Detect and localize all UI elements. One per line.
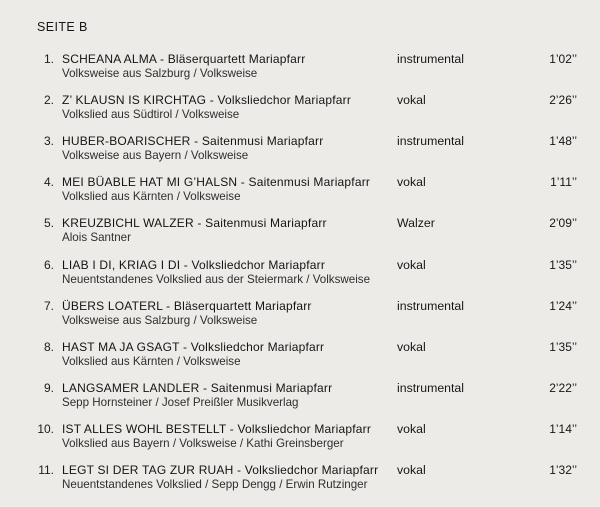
title-separator: - — [162, 298, 174, 313]
track-duration: 2’26’’ — [549, 93, 577, 108]
track-row — [0, 463, 600, 497]
track-performer: Bläserquartett Mariapfarr — [167, 52, 306, 66]
track-performer: Volksliedchor Mariapfarr — [190, 339, 325, 354]
track-duration: 2’09’’ — [549, 216, 577, 231]
track-number: 11. — [38, 463, 54, 477]
track-title-line — [62, 175, 370, 189]
title-separator: - — [180, 257, 192, 272]
track-title-line — [62, 258, 325, 272]
track-credits: Volksweise aus Salzburg / Volksweise — [62, 313, 258, 327]
track-title: MEI BÜABLE HAT MI G’HALSN — [62, 175, 238, 190]
track-credits: Sepp Hornsteiner / Josef Preißler Musikverlag — [62, 395, 299, 409]
track-performer: Volksliedchor Mariapfarr — [237, 421, 372, 436]
track-type: instrumental — [397, 134, 464, 149]
track-title-line — [62, 381, 332, 395]
track-duration: 1’35’’ — [549, 339, 577, 354]
track-row — [0, 299, 600, 333]
track-credits: Volksweise aus Salzburg / Volksweise — [62, 67, 258, 80]
title-separator: - — [199, 380, 211, 395]
track-row — [0, 175, 600, 209]
track-performer: Saitenmusi Mariapfarr — [205, 216, 327, 231]
track-duration: 1’02’’ — [549, 52, 577, 66]
track-title-line — [62, 216, 327, 230]
track-row — [0, 340, 600, 374]
track-title-line — [62, 299, 312, 313]
track-title-line — [62, 93, 351, 107]
track-title-line — [62, 463, 378, 477]
track-number: 4. — [43, 175, 54, 190]
track-credits: Neuentstandenes Volkslied aus der Steiermark / Volksweise — [62, 272, 371, 286]
track-number: 8. — [43, 339, 54, 354]
track-title: KREUZBICHL WALZER — [62, 216, 194, 231]
track-title: HAST MA JA GSAGT — [62, 339, 180, 354]
track-row — [0, 52, 600, 86]
track-credits: Neuentstandenes Volkslied / Sepp Dengg / Erwin Rutzinger — [62, 478, 368, 491]
title-separator: - — [156, 52, 168, 66]
track-row — [0, 216, 600, 250]
track-title: LIAB I DI, KRIAG I DI — [62, 257, 181, 272]
track-type: Walzer — [397, 216, 435, 231]
track-type: vokal — [397, 463, 426, 477]
track-title: Z’ KLAUSN IS KIRCHTAG — [62, 93, 207, 108]
track-credits: Volkslied aus Bayern / Volksweise / Kathi Greinsberger — [62, 436, 344, 450]
track-duration: 1’24’’ — [549, 298, 577, 313]
track-performer: Saitenmusi Mariapfarr — [210, 380, 333, 395]
track-type: vokal — [397, 339, 426, 354]
track-number: 6. — [43, 257, 54, 272]
title-separator: - — [226, 421, 238, 436]
track-row — [0, 422, 600, 456]
track-number: 10. — [37, 421, 54, 436]
title-separator: - — [237, 175, 249, 190]
track-title: LEGT SI DER TAG ZUR RUAH — [62, 463, 234, 477]
track-duration: 1’14’’ — [549, 421, 577, 436]
track-title: ÜBERS LOATERL — [62, 298, 163, 313]
track-type: vokal — [397, 175, 426, 190]
title-separator: - — [179, 339, 191, 354]
track-number: 2. — [43, 93, 54, 108]
track-duration: 1’48’’ — [549, 134, 577, 149]
track-title: LANGSAMER LANDLER — [62, 380, 200, 395]
track-type: vokal — [397, 93, 426, 108]
track-row — [0, 381, 600, 415]
track-type: instrumental — [397, 298, 464, 313]
track-duration: 1’11’’ — [550, 175, 577, 190]
track-performer: Volksliedchor Mariapfarr — [244, 463, 379, 477]
track-duration: 1’35’’ — [549, 257, 577, 272]
track-title: IST ALLES WOHL BESTELLT — [62, 421, 227, 436]
track-type: instrumental — [397, 52, 464, 66]
track-duration: 2’22’’ — [549, 380, 577, 395]
track-row — [0, 93, 600, 127]
track-row — [0, 134, 600, 168]
track-type: vokal — [397, 421, 426, 436]
track-performer: Saitenmusi Mariapfarr — [248, 175, 371, 190]
track-type: vokal — [397, 257, 426, 272]
track-performer: Volksliedchor Mariapfarr — [217, 93, 352, 108]
track-title-line — [62, 52, 305, 66]
title-separator: - — [193, 216, 206, 231]
track-credits: Volkslied aus Kärnten / Volksweise — [62, 354, 241, 368]
track-number: 7. — [43, 298, 54, 313]
title-separator: - — [206, 93, 218, 108]
track-title-line — [62, 422, 371, 436]
track-title-line — [62, 340, 324, 354]
track-number: 3. — [43, 134, 54, 149]
track-number: 9. — [43, 380, 54, 395]
title-separator: - — [233, 463, 245, 477]
track-row — [0, 258, 600, 292]
track-credits: Volkslied aus Kärnten / Volksweise — [62, 190, 241, 204]
track-title-line — [62, 134, 323, 148]
track-performer: Bläserquartett Mariapfarr — [173, 298, 312, 313]
track-performer: Volksliedchor Mariapfarr — [191, 257, 326, 272]
side-heading: SEITE B — [37, 20, 88, 34]
track-title: SCHEANA ALMA — [62, 52, 157, 66]
track-credits: Volkslied aus Südtirol / Volksweise — [62, 108, 240, 122]
track-number: 5. — [43, 216, 54, 231]
track-performer: Saitenmusi Mariapfarr — [201, 134, 324, 149]
track-title: HUBER-BOARISCHER — [62, 134, 191, 149]
track-credits: Alois Santner — [62, 231, 131, 245]
track-duration: 1’32’’ — [549, 463, 577, 477]
track-type: instrumental — [397, 380, 464, 395]
title-separator: - — [190, 134, 202, 149]
track-number: 1. — [43, 52, 54, 66]
track-credits: Volksweise aus Bayern / Volksweise — [62, 149, 249, 163]
